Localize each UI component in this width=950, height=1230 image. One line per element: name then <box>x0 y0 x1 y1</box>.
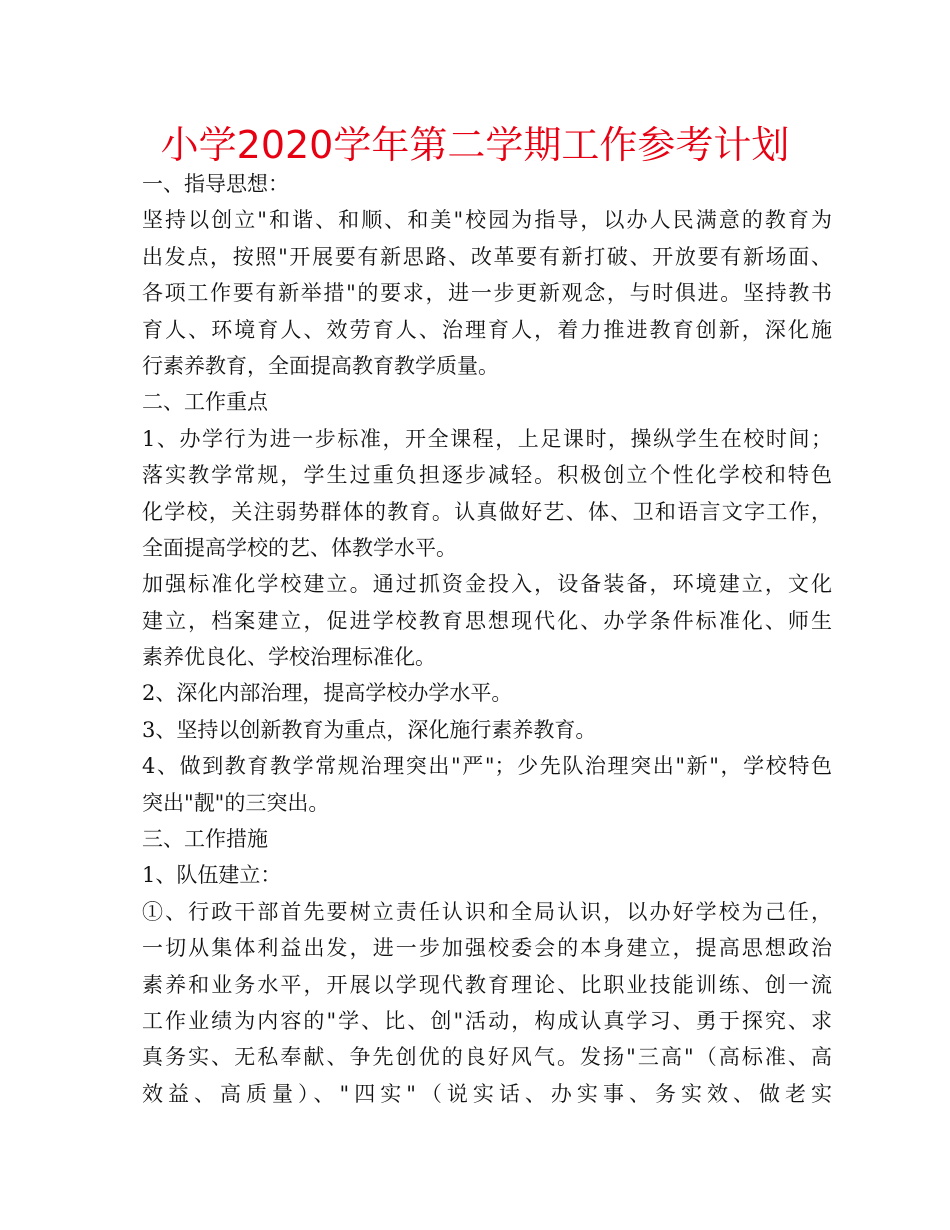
paragraph-line: 行素养教育，全面提高教育教学质量。 <box>142 353 499 378</box>
paragraph-line: 落实教学常规，学生过重负担逐步减轻。积极创立个性化学校和特色 <box>142 463 832 488</box>
paragraph-line: 建立，档案建立，促进学校教育思想现代化、办学条件标准化、师生 <box>142 608 832 633</box>
section-heading: 三、工作措施 <box>142 827 268 852</box>
paragraph-line: 突出"靓"的三突出。 <box>142 790 330 815</box>
paragraph-line: 1、办学行为进一步标准，开全课程，上足课时，操纵学生在校时间； <box>142 426 832 451</box>
paragraph-line: 效益、高质量）、"四实"（说实话、办实事、务实效、做老实 <box>142 1081 832 1106</box>
paragraph-line: 工作业绩为内容的"学、比、创"活动，构成认真学习、勇于探究、求 <box>142 1008 832 1033</box>
paragraph-line: 素养优良化、学校治理标准化。 <box>142 645 436 670</box>
paragraph-line: 育人、环境育人、效劳育人、治理育人，着力推进教育创新，深化施 <box>142 317 832 342</box>
paragraph-line: 各项工作要有新举措"的要求，进一步更新观念，与时俱进。坚持教书 <box>142 281 832 306</box>
paragraph-line: 出发点，按照"开展要有新思路、改革要有新打破、开放要有新场面、 <box>142 244 832 269</box>
paragraph-line: ①、行政干部首先要树立责任认识和全局认识，以办好学校为己任， <box>142 899 832 924</box>
paragraph-line: 化学校，关注弱势群体的教育。认真做好艺、体、卫和语言文字工作， <box>142 499 832 524</box>
paragraph-line: 真务实、无私奉献、争先创优的良好风气。发扬"三高"（高标准、高 <box>142 1045 832 1070</box>
document-body <box>142 166 832 1112</box>
paragraph-line: 一切从集体利益出发，进一步加强校委会的本身建立，提高思想政治 <box>142 936 832 961</box>
section-heading: 一、指导思想： <box>142 172 289 196</box>
paragraph-line: 加强标准化学校建立。通过抓资金投入，设备装备，环境建立，文化 <box>142 572 832 597</box>
paragraph-line: 坚持以创立"和谐、和顺、和美"校园为指导，以办人民满意的教育为 <box>142 208 832 233</box>
paragraph-line: 4、做到教育教学常规治理突出"严"；少先队治理突出"新"，学校特色 <box>142 754 832 779</box>
paragraph-line: 2、深化内部治理，提高学校办学水平。 <box>142 681 513 706</box>
section-heading: 二、工作重点 <box>142 390 268 415</box>
paragraph-line: 3、坚持以创新教育为重点，深化施行素养教育。 <box>142 717 597 742</box>
paragraph-line: 素养和业务水平，开展以学现代教育理论、比职业技能训练、创一流 <box>142 972 832 997</box>
subsection-heading: 1、队伍建立： <box>142 863 282 888</box>
document-title: 小学2020学年第二学期工作参考计划 <box>160 123 790 167</box>
paragraph-line: 全面提高学校的艺、体教学水平。 <box>142 535 457 560</box>
